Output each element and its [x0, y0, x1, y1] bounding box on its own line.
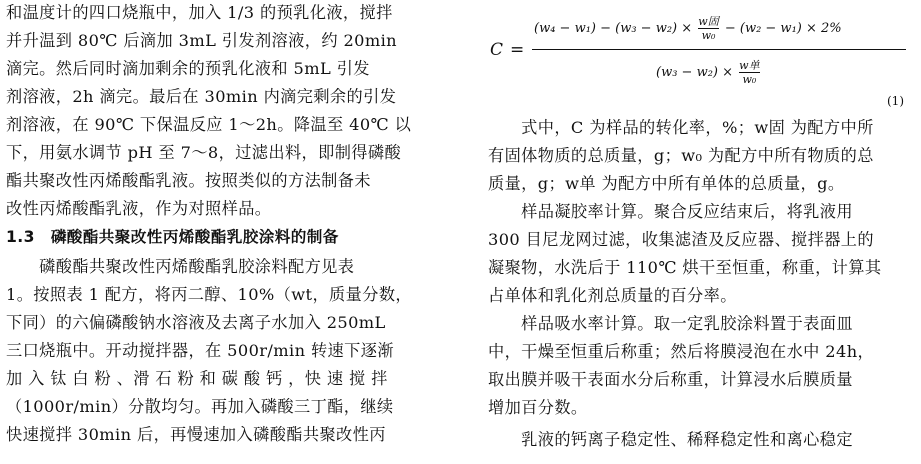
fraction-w-monomer-over-w0: [739, 60, 759, 85]
equation-denominator: [656, 60, 762, 85]
numerator-part-a: (w₄ − w₁) − (w₃ − w₂) ×: [534, 21, 693, 37]
fraction-bottom: w₀: [739, 72, 759, 86]
body-text-line: 式中，C 为样品的转化率，%；w固 为配方中所: [488, 118, 874, 137]
equation-lhs: C: [490, 40, 504, 60]
fraction-top: w单: [739, 59, 760, 72]
body-text-line: （1000r/min）分散均匀。再加入磷酸三丁酯，继续: [6, 397, 394, 416]
body-text-line: 并升温到 80℃ 后滴加 3mL 引发剂溶液，约 20min: [6, 31, 398, 50]
conversion-rate-equation: [488, 0, 918, 110]
body-text-line: 下同）的六偏磷酸钠水溶液及去离子水加入 250mL: [6, 313, 386, 332]
body-text-line: 有固体物质的总质量，g；w₀ 为配方中所有物质的总: [488, 146, 874, 165]
denominator-part-a: (w₃ − w₂) ×: [656, 65, 734, 81]
section-heading: 1.3 磷酸酯共聚改性丙烯酸酯乳胶涂料的制备: [6, 228, 339, 246]
fraction-w-solid-over-w0: [698, 16, 718, 41]
fraction-bar: [532, 49, 906, 50]
fraction-bottom: w₀: [698, 28, 718, 42]
body-text-line: 剂溶液，在 90℃ 下保温反应 1～2h。降温至 40℃ 以: [6, 115, 412, 134]
body-text-line: 剂溶液，2h 滴完。最后在 30min 内滴完剩余的引发: [6, 87, 397, 106]
body-text-line: 增加百分数。: [488, 398, 588, 417]
body-text-line: 改性丙烯酸酯乳液，作为对照样品。: [6, 199, 272, 218]
body-text-line: 磷酸酯共聚改性丙烯酸酯乳胶涂料配方见表: [6, 257, 355, 276]
body-text-line: 中，干燥至恒重后称重；然后将膜浸泡在水中 24h，: [488, 342, 875, 361]
body-text-line: 加 入 钛 白 粉 、滑 石 粉 和 碳 酸 钙 ，快 速 搅 拌: [6, 369, 388, 388]
body-text-line: 凝聚物，水洗后于 110℃ 烘干至恒重，称重，计算其: [488, 258, 882, 277]
body-text-line: 下，用氨水调节 pH 至 7～8，过滤出料，即制得磷酸: [6, 143, 402, 162]
body-text-line: 样品凝胶率计算。聚合反应结束后，将乳液用: [488, 202, 853, 221]
equation-number: (1): [887, 94, 904, 108]
body-text-line: 快速搅拌 30min 后，再慢速加入磷酸酯共聚改性丙: [6, 425, 386, 444]
body-text-line: 占单体和乳化剂总质量的百分率。: [488, 286, 737, 305]
body-text-line: 1。按照表 1 配方，将丙二醇、10%（wt，质量分数，: [6, 285, 412, 304]
equation-numerator: [534, 16, 842, 41]
body-text-line: 乳液的钙离子稳定性、稀释稳定性和离心稳定: [488, 430, 853, 449]
equals-sign: =: [510, 40, 525, 60]
fraction-top: w固: [698, 15, 719, 28]
body-text-line: 滴完。然后同时滴加剩余的预乳化液和 5mL 引发: [6, 59, 370, 78]
numerator-part-b: − (w₂ − w₁) × 2%: [724, 21, 842, 37]
body-text-line: 三口烧瓶中。开动搅拌器，在 500r/min 转速下逐渐: [6, 341, 394, 360]
body-text-line: 取出膜并吸干表面水分后称重，计算浸水后膜质量: [488, 370, 853, 389]
body-text-line: 样品吸水率计算。取一定乳胶涂料置于表面皿: [488, 314, 853, 333]
body-text-line: 300 目尼龙网过滤，收集滤渣及反应器、搅拌器上的: [488, 230, 874, 249]
body-text-line: 酯共聚改性丙烯酸酯乳液。按照类似的方法制备未: [6, 171, 371, 190]
body-text-line: 质量，g；w单 为配方中所有单体的总质量，g。: [488, 174, 845, 193]
body-text-line: 和温度计的四口烧瓶中，加入 1/3 的预乳化液，搅拌: [6, 3, 393, 22]
